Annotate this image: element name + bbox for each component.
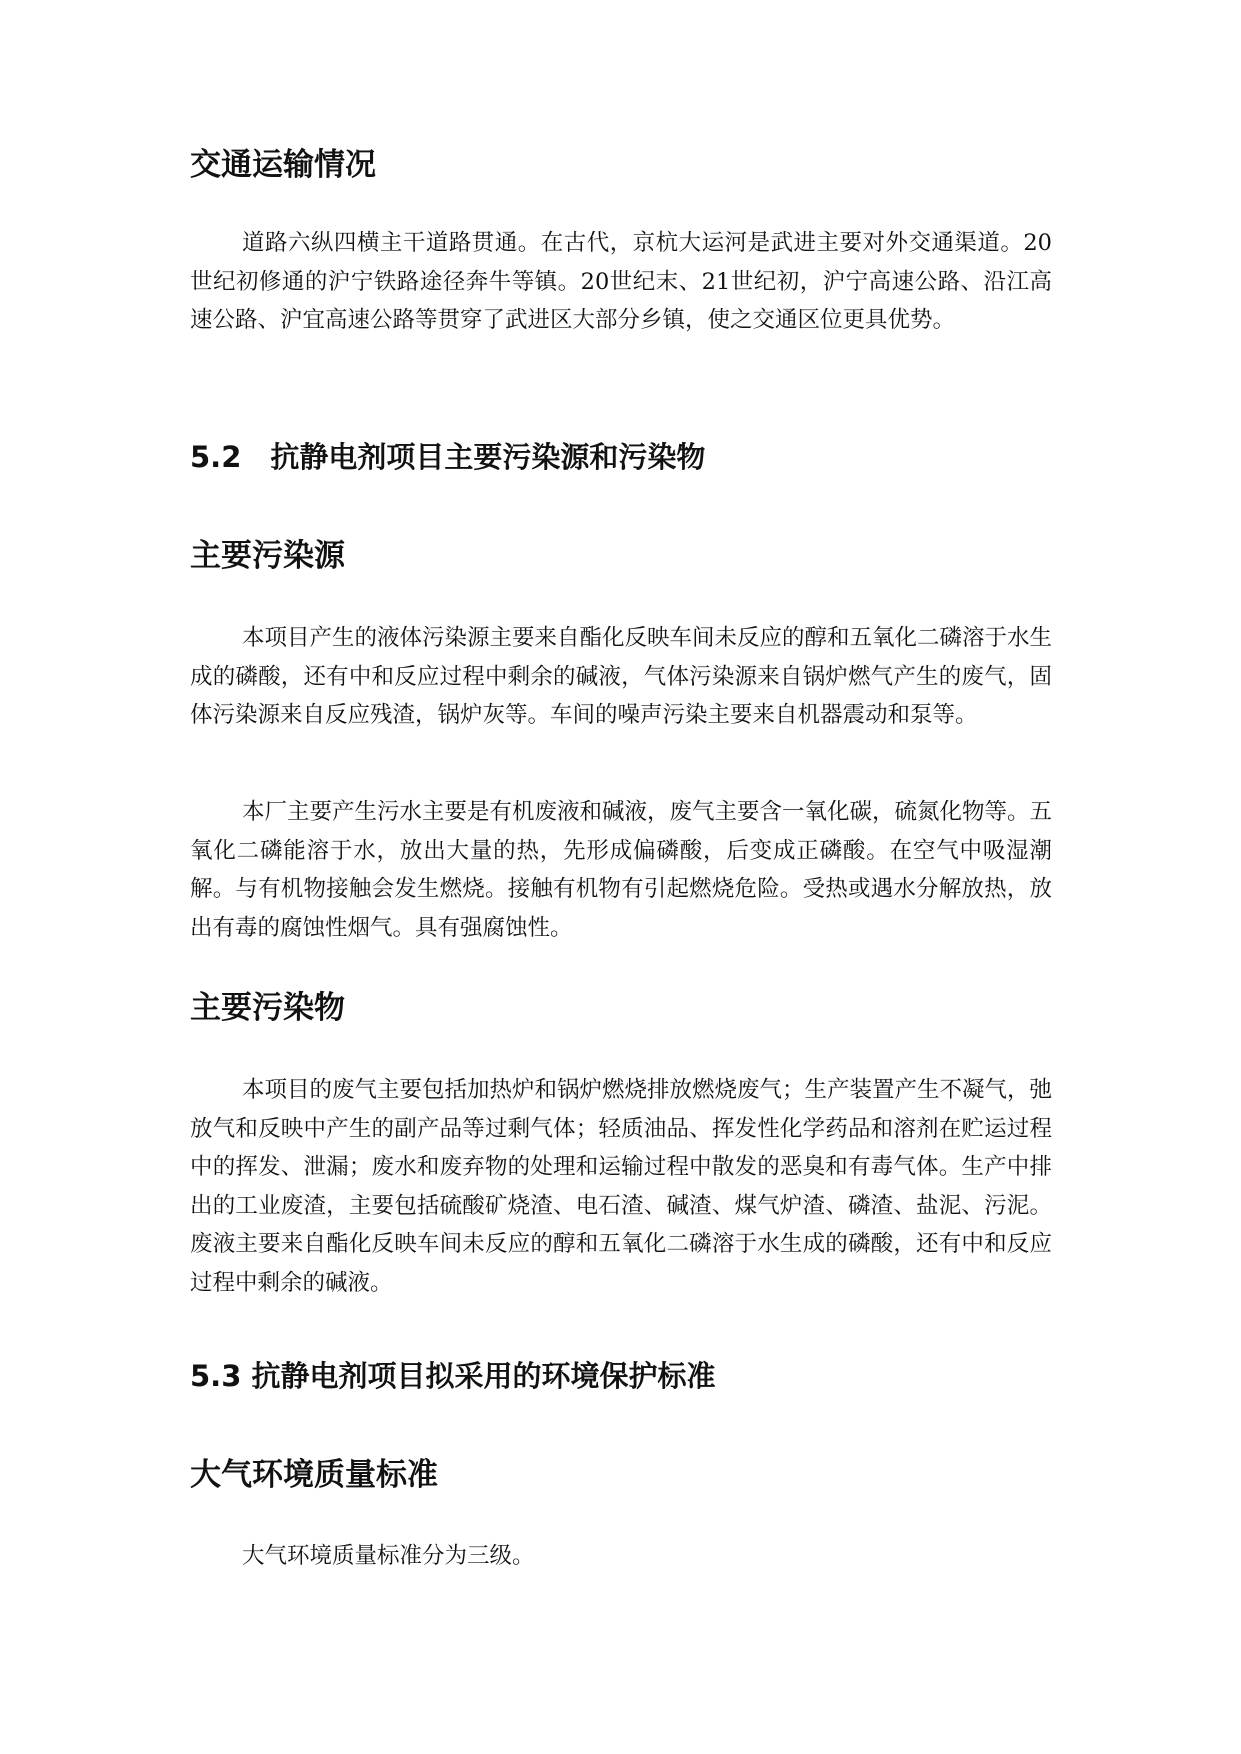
heading-section-5-3: 5.3 抗静电剂项目拟采用的环境保护标准 — [190, 1359, 716, 1393]
paragraph-pollution-sources-2: 本厂主要产生污水主要是有机废液和碱液，废气主要含一氧化碳，硫氮化物等。五氧化二磷能溶于水，放出大量的热，先形成偏磷酸，后变成正磷酸。在空气中吸湿潮解。与有机物接触会发生燃烧。接触有机物有引起燃烧危险。受热或遇水分解放热，放出有毒的腐蚀性烟气。具有强腐蚀性。 — [190, 799, 1053, 941]
paragraph-air-quality-standard: 大气环境质量标准分为三级。 — [242, 1543, 535, 1569]
heading-main-pollutants: 主要污染物 — [190, 990, 345, 1026]
heading-air-quality-standard: 大气环境质量标准 — [190, 1457, 438, 1493]
paragraph-traffic: 道路六纵四横主干道路贯通。在古代，京杭大运河是武进主要对外交通渠道。20世纪初修通的沪宁铁路途径奔牛等镇。20世纪末、21世纪初，沪宁高速公路、沿江高速公路、沪宜高速公路等贯穿了武进区大部分乡镇，使之交通区位更具优势。 — [190, 230, 1052, 333]
heading-pollution-sources: 主要污染源 — [190, 538, 345, 574]
heading-traffic: 交通运输情况 — [190, 147, 376, 183]
heading-section-5-2: 5.2 抗静电剂项目主要污染源和污染物 — [190, 440, 706, 474]
paragraph-main-pollutants: 本项目的废气主要包括加热炉和锅炉燃烧排放燃烧废气；生产装置产生不凝气，弛放气和反映中产生的副产品等过剩气体；轻质油品、挥发性化学药品和溶剂在贮运过程中的挥发、泄漏；废水和废弃物的处理和运输过程中散发的恶臭和有毒气体。生产中排出的工业废渣，主要包括硫酸矿烧渣、电石渣、碱渣、煤气炉渣、磷渣、盐泥、污泥。废液主要来自酯化反映车间未反应的醇和五氧化二磷溶于水生成的磷酸，还有中和反应过程中剩余的碱液。 — [190, 1077, 1053, 1296]
paragraph-pollution-sources-1: 本项目产生的液体污染源主要来自酯化反映车间未反应的醇和五氧化二磷溶于水生成的磷酸，还有中和反应过程中剩余的碱液，气体污染源来自锅炉燃气产生的废气，固体污染源来自反应残渣，锅炉灰等。车间的噪声污染主要来自机器震动和泵等。 — [190, 625, 1053, 728]
